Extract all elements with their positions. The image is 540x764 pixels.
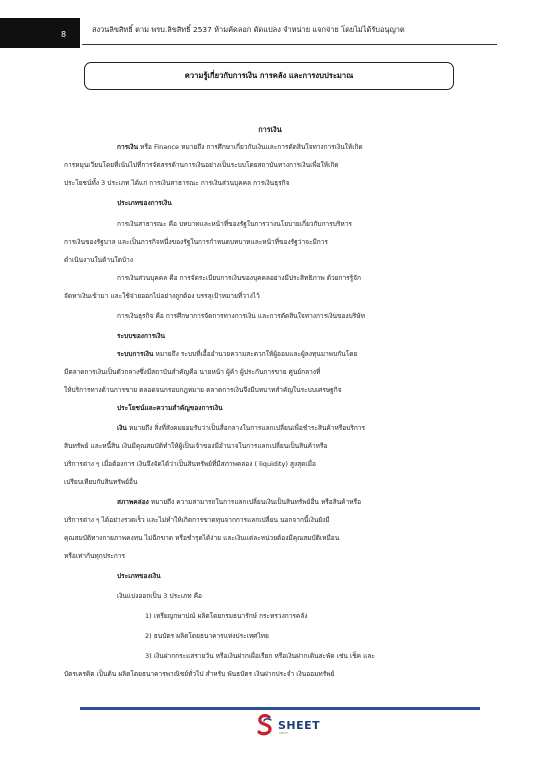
text-line bbox=[117, 572, 161, 581]
text-line bbox=[117, 332, 165, 341]
text-line bbox=[64, 460, 316, 469]
text-line bbox=[64, 179, 289, 188]
line-text: หมายถึง ความสามารถในการแลกเปลี่ยนเงินเป็นสินทรัพย์อื่น หรือสินค้าหรือ bbox=[148, 498, 362, 506]
line-text: 1) เหรียญกษาปณ์ ผลิตโดยกรมธนารักษ์ กระทรวงการคลัง bbox=[145, 612, 308, 620]
line-text: การเงินส่วนบุคคล คือ การจัดระเบียบการเงินของบุคคลอย่างมีประสิทธิภาพ ด้วยการรู้จัก bbox=[117, 274, 361, 282]
line-text: เปรียบเทียบกับสินทรัพย์อื่น bbox=[64, 478, 138, 486]
bold-term: ระบบการเงิน bbox=[117, 350, 154, 358]
line-text: การเงินสาธารณะ คือ บทบาทและหน้าที่ของรัฐในการวางนโยบายเกี่ยวกับการบริหาร bbox=[117, 220, 352, 228]
chapter-title: ความรู้เกี่ยวกับการเงิน การคลัง และการงบประมาณ bbox=[184, 71, 354, 80]
text-line bbox=[117, 498, 361, 507]
line-text: สินทรัพย์ และหนี้สิน เงินมีคุณสมบัติทำให้ผู้เป็นเจ้าของมีอำนาจในการแลกเปลี่ยนเป็นสินค้าหรือ bbox=[64, 442, 328, 450]
copyright-notice: สงวนลิขสิทธิ์ ตาม พรบ.ลิขสิทธิ์ 2537 ห้ามคัดลอก ดัดแปลง จำหน่าย แจกจ่าย โดยไม่ได้รับอนุญาต bbox=[92, 25, 405, 34]
line-text: คุณสมบัติทางกายภาพคงทน ไม่ฉีกขาด หรือชำรุดได้ง่าย และเงินแต่ละหน่วยต้องมีคุณสมบัติเหมือน bbox=[64, 534, 340, 542]
bold-term: สภาพคล่อง bbox=[117, 498, 149, 506]
line-text: บริการต่าง ๆ ได้อย่างรวดเร็ว และไม่ทำให้เกิดการขาดทุนจากการแลกเปลี่ยน นอกจากนี้เงินยังมี bbox=[64, 516, 330, 524]
sheet-logo-subtext: store bbox=[279, 731, 288, 735]
text-line bbox=[117, 350, 357, 359]
text-line bbox=[64, 386, 342, 395]
text-line bbox=[64, 534, 339, 543]
text-line bbox=[64, 292, 260, 301]
line-text: ให้บริการทางด้านการขาย ตลอดจนกรอบกฎหมาย ตลาดการเงินจึงมีบทบาทสำคัญในระบบเศรษฐกิจ bbox=[64, 386, 342, 394]
text-line bbox=[117, 274, 361, 283]
page-number: 8 bbox=[61, 30, 67, 39]
header-divider bbox=[82, 44, 497, 45]
line-text: ดำเนินงานในด้านใดบ้าง bbox=[64, 256, 134, 264]
bold-term: ระบบของการเงิน bbox=[117, 332, 166, 340]
line-text: หมายถึง สิ่งที่สังคมยอมรับว่าเป็นสื่อกลางในการแลกเปลี่ยนเพื่อชำระสินค้าหรือบริการ bbox=[126, 424, 366, 432]
chapter-title-box bbox=[84, 62, 454, 90]
footer-divider bbox=[80, 707, 480, 710]
text-line bbox=[145, 632, 269, 641]
text-line bbox=[64, 516, 330, 525]
sheet-logo-icon bbox=[256, 714, 274, 736]
text-line bbox=[145, 612, 308, 621]
line-text: หรือ Finance หมายถึง การศึกษาเกี่ยวกับเงินและการตัดสินใจทางการเงินให้เกิด bbox=[138, 143, 363, 151]
text-line bbox=[145, 652, 375, 661]
sheet-logo-text: SHEET bbox=[278, 718, 321, 732]
text-line bbox=[64, 552, 125, 561]
line-text: 3) เงินฝากกระแสรายวัน หรือเงินฝากเผื่อเรียก หรือเงินฝากเดินสะพัด เช่น เช็ค และ bbox=[145, 652, 375, 660]
text-line bbox=[64, 670, 334, 679]
line-text: 2) ธนบัตร ผลิตโดยธนาคารแห่งประเทศไทย bbox=[145, 632, 269, 640]
bold-term: เงิน bbox=[117, 424, 127, 432]
line-text: ประโยชน์ทั้ง 3 ประเภท ได้แก่ การเงินสาธารณะ การเงินส่วนบุคคล การเงินธุรกิจ bbox=[64, 179, 290, 187]
bold-term: การเงิน bbox=[117, 143, 139, 151]
text-line bbox=[117, 312, 365, 321]
line-text: บัตรเครดิต เป็นต้น ผลิตโดยธนาคารพาณิชย์ทั่วไป สำหรับ พันธบัตร เงินฝากประจำ เงินออมทรัพย์ bbox=[64, 670, 335, 678]
bold-term: ประโยชน์และความสำคัญของการเงิน bbox=[117, 404, 223, 412]
bold-term: ประเภทของเงิน bbox=[117, 572, 161, 580]
text-line bbox=[64, 161, 339, 170]
line-text: การเงินธุรกิจ คือ การศึกษาการจัดการทางการเงิน และการตัดสินใจทางการเงินของบริษัท bbox=[117, 312, 365, 320]
line-text: เงินแบ่งออกเป็น 3 ประเภท คือ bbox=[117, 592, 202, 600]
line-text: การเงินของรัฐบาล และเป็นภารกิจหนึ่งของรัฐในการกำหนดบทบาทและหน้าที่ของรัฐว่าจะมีการ bbox=[64, 238, 328, 246]
sheet-logo bbox=[256, 712, 336, 738]
text-line bbox=[64, 368, 320, 377]
line-text: หรือเท่ากันทุกประการ bbox=[64, 552, 126, 560]
text-line bbox=[117, 592, 202, 601]
text-line bbox=[117, 404, 223, 413]
line-text: หมายถึง ระบบที่เอื้ออำนวยความสะดวกให้ผู้ออมและผู้ลงทุนมาพบกันโดย bbox=[153, 350, 358, 358]
text-line bbox=[117, 199, 172, 208]
text-line bbox=[64, 238, 328, 247]
line-text: มีตลาดการเงินเป็นตัวกลางซึ่งมีสถาบันสำคัญคือ นายหน้า ผู้ค้า ผู้ประกันการขาย ศูนย์กลางที่ bbox=[64, 368, 321, 376]
section-heading: การเงิน bbox=[258, 125, 282, 134]
line-text: การหมุนเวียนโดยที่เน้นไปที่การจัดสรรด้านการเงินอย่างเป็นระบบโดยสถาบันทางการเงินเพื่อให้เกิด bbox=[64, 161, 339, 169]
bold-term: ประเภทของการเงิน bbox=[117, 199, 172, 207]
text-line bbox=[64, 256, 133, 265]
text-line bbox=[117, 220, 352, 229]
text-line bbox=[64, 442, 327, 451]
page-number-badge bbox=[0, 18, 80, 48]
text-line bbox=[117, 424, 365, 433]
text-line bbox=[64, 478, 137, 487]
line-text: จัดหาเงินเข้ามา และใช้จ่ายออกไปอย่างถูกต้อง บรรลุเป้าหมายที่วางไว้ bbox=[64, 292, 260, 300]
text-line bbox=[117, 143, 363, 152]
line-text: บริการต่าง ๆ เมื่อต้องการ เงินจึงจัดได้ว่าเป็นสินทรัพย์ที่มีสภาพคล่อง ( liquidity) สูงสุดเมื่อ bbox=[64, 460, 316, 468]
